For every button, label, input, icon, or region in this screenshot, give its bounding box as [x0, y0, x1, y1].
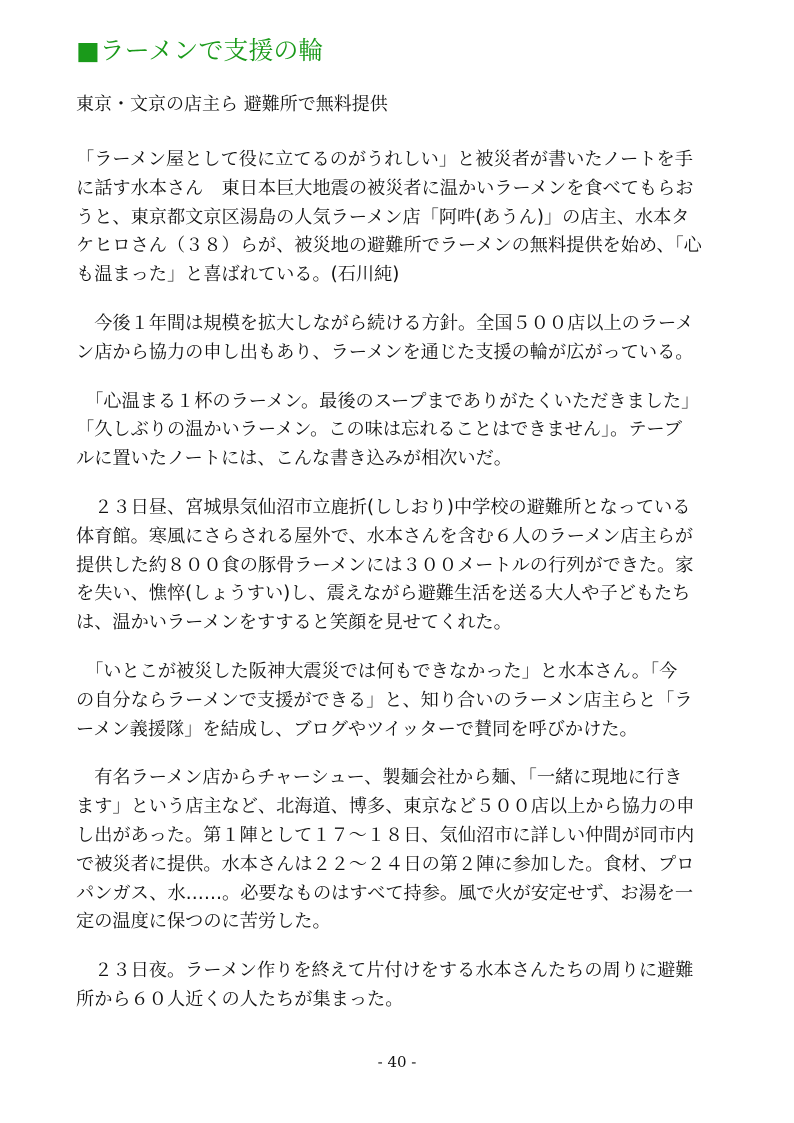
article-paragraph	[76, 310, 724, 368]
article-paragraph	[76, 764, 724, 937]
paragraph-line: 提供した約８００食の豚骨ラーメンには３００メートルの行列ができた。家	[76, 554, 694, 576]
paragraph-line: 「久しぶりの温かいラーメン。この味は忘れることはできません」。テーブ	[76, 419, 682, 441]
paragraph-line: は、温かいラーメンをすすると笑顔を見せてくれた。	[76, 612, 512, 634]
paragraph-line: うと、東京都文京区湯島の人気ラーメン店「阿吽(あうん)」の店主、水本タ	[76, 206, 690, 228]
paragraph-line: ケヒロさん（３８）らが、被災地の避難所でラーメンの無料提供を始め、「心	[76, 235, 702, 257]
paragraph-line: ２３日昼、宮城県気仙沼市立鹿折(ししおり)中学校の避難所となっている	[76, 496, 691, 518]
paragraph-line: 定の温度に保つのに苦労した。	[76, 911, 331, 933]
page-number: - 40 -	[377, 1053, 417, 1071]
article-paragraph	[76, 146, 724, 290]
paragraph-line: パンガス、水……。必要なものはすべて持参。風で火が安定せず、お湯を一	[76, 882, 694, 904]
paragraph-line: も温まった」と喜ばれている。(石川純)	[76, 264, 400, 286]
article-paragraph	[76, 494, 724, 638]
paragraph-line: 体育館。寒風にさらされる屋外で、水本さんを含む６人のラーメン店主らが	[76, 525, 694, 547]
paragraph-line: 有名ラーメン店からチャーシュー、製麺会社から麺、「一緒に現地に行き	[76, 767, 683, 789]
paragraph-line: 「ラーメン屋として役に立てるのがうれしい」と被災者が書いたノートを手	[76, 149, 693, 170]
paragraph-line: に話す水本さん 東日本巨大地震の被災者に温かいラーメンを食べてもらお	[76, 177, 694, 199]
paragraph-line: ーメン義援隊」を結成し、ブログやツイッターで賛同を呼びかけた。	[76, 718, 638, 740]
article-paragraph	[76, 957, 724, 1015]
paragraph-line: 所から６０人近くの人たちが集まった。	[76, 988, 404, 1010]
paragraph-line: 今後１年間は規模を拡大しながら続ける方針。全国５００店以上のラーメ	[76, 312, 694, 334]
article-paragraph	[76, 658, 724, 744]
paragraph-line: ます」という店主など、北海道、博多、東京など５００店以上から協力の申	[76, 796, 695, 818]
paragraph-line: 「心温まる１杯のラーメン。最後のスープまでありがたくいただきました」	[76, 390, 700, 412]
paragraph-line: 「いとこが被災した阪神大震災では何もできなかった」と水本さん。「今	[76, 660, 678, 682]
article-body	[76, 146, 724, 1035]
article-subtitle: 東京・文京の店主ら 避難所で無料提供	[76, 94, 388, 115]
paragraph-line: ２３日夜。ラーメン作りを終えて片付けをする水本さんたちの周りに避難	[76, 960, 694, 982]
paragraph-line: ン店から協力の申し出もあり、ラーメンを通じた支援の輪が広がっている。	[76, 341, 694, 363]
paragraph-line: の自分ならラーメンで支援ができる」と、知り合いのラーメン店主らと「ラ	[76, 689, 693, 711]
article-title: ■ラーメンで支援の輪	[76, 36, 324, 65]
paragraph-line: を失い、憔悴(しょうすい)し、震えながら避難生活を送る大人や子どもたち	[76, 583, 691, 605]
paragraph-line: し出があった。第１陣として１７～１８日、気仙沼市に詳しい仲間が同市内	[76, 824, 695, 846]
paragraph-line: ルに置いたノートには、こんな書き込みが相次いだ。	[76, 448, 512, 470]
article-paragraph	[76, 388, 724, 474]
paragraph-line: で被災者に提供。水本さんは２２～２４日の第２陣に参加した。食材、プロ	[76, 853, 695, 875]
